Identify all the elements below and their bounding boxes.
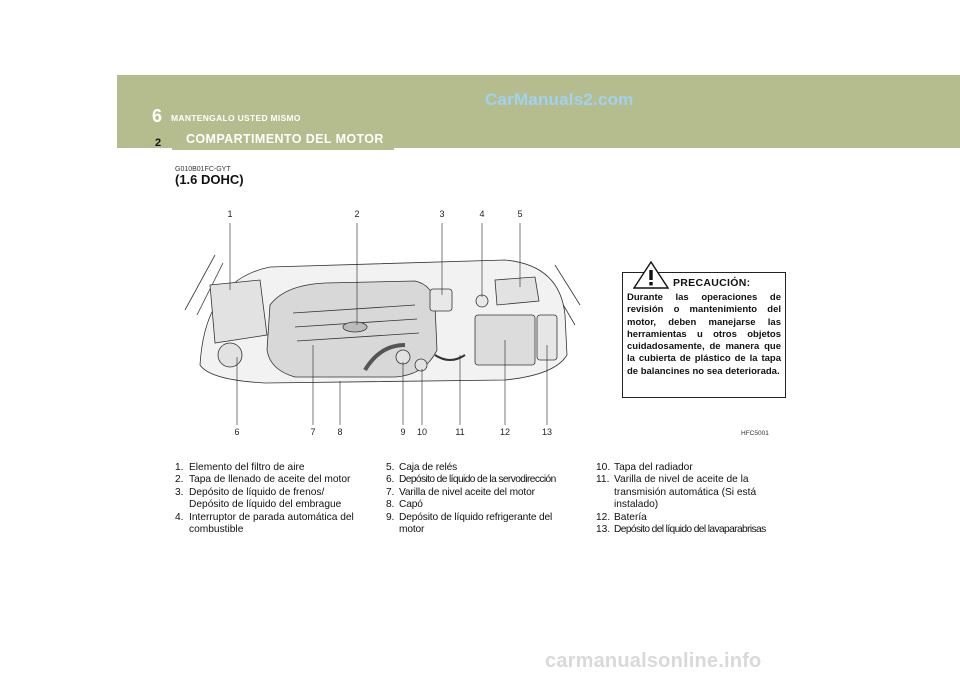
list-item: 1. Elemento del filtro de aire [175, 462, 305, 473]
callout-6: 6 [234, 427, 240, 437]
engine-diagram [175, 205, 585, 445]
callout-3: 3 [439, 209, 445, 219]
list-item: 6. Depósito de líquido de la servodirección [386, 474, 556, 486]
section-title: COMPARTIMENTO DEL MOTOR [186, 132, 384, 146]
figure-code-top: G010B01FC-GYT [175, 166, 231, 173]
list-item: 13. Depósito del líquido del lavaparabrisas [596, 524, 766, 536]
legend-column-1 [175, 462, 367, 536]
list-item: 12. Batería [596, 511, 647, 523]
callout-12: 12 [499, 427, 511, 437]
page-number: 2 [155, 137, 162, 149]
callout-1: 1 [227, 209, 233, 219]
callout-10: 10 [416, 427, 428, 437]
engine-title: (1.6 DOHC) [175, 172, 244, 187]
list-item: 9. Depósito de líquido refrigerante del motor [386, 511, 553, 536]
callout-4: 4 [479, 209, 485, 219]
callout-8: 8 [337, 427, 343, 437]
figure-code: HFC5001 [741, 430, 769, 437]
list-item: 10. Tapa del radiador [596, 462, 693, 473]
callout-7: 7 [310, 427, 316, 437]
caution-title: PRECAUCIÓN: [673, 277, 751, 289]
caution-box [622, 272, 786, 398]
list-item: 3. Depósito de líquido de frenos/ Depósito de líquido del embrague [175, 486, 342, 511]
chapter-title: MANTENGALO USTED MISMO [171, 113, 301, 123]
section-tab [172, 128, 394, 150]
engine-illustration [175, 205, 585, 445]
list-item: 11. Varilla de nivel de aceite de la transmisión automática (Si está instalado) [596, 474, 757, 511]
caution-text: Durante las operaciones de revisión o mantenimiento del motor, deben manejarse las herramientas u otros objetos cuidadosamente, de manera que la cubierta de plástico de la tapa de balancines no sea deteriorada. [627, 292, 781, 377]
list-item: 7. Varilla de nivel aceite del motor [386, 486, 535, 498]
list-item: 5. Caja de relés [386, 462, 458, 473]
warning-triangle-icon [633, 261, 669, 289]
callout-5: 5 [517, 209, 523, 219]
callout-11: 11 [455, 427, 465, 437]
legend-column-3 [596, 462, 788, 536]
list-item: 2. Tapa de llenado de aceite del motor [175, 474, 351, 486]
callout-2: 2 [354, 209, 360, 219]
legend-column-2 [386, 462, 578, 536]
callout-9: 9 [400, 427, 406, 437]
watermark-bottom[interactable]: carmanualsonline.info [545, 650, 762, 672]
chapter-number: 6 [152, 106, 163, 126]
callout-13: 13 [541, 427, 553, 437]
list-item: 8. Capó [386, 499, 423, 511]
list-item: 4. Interruptor de parada automática del combustible [175, 511, 354, 536]
watermark-top[interactable]: CarManuals2.com [485, 90, 634, 109]
